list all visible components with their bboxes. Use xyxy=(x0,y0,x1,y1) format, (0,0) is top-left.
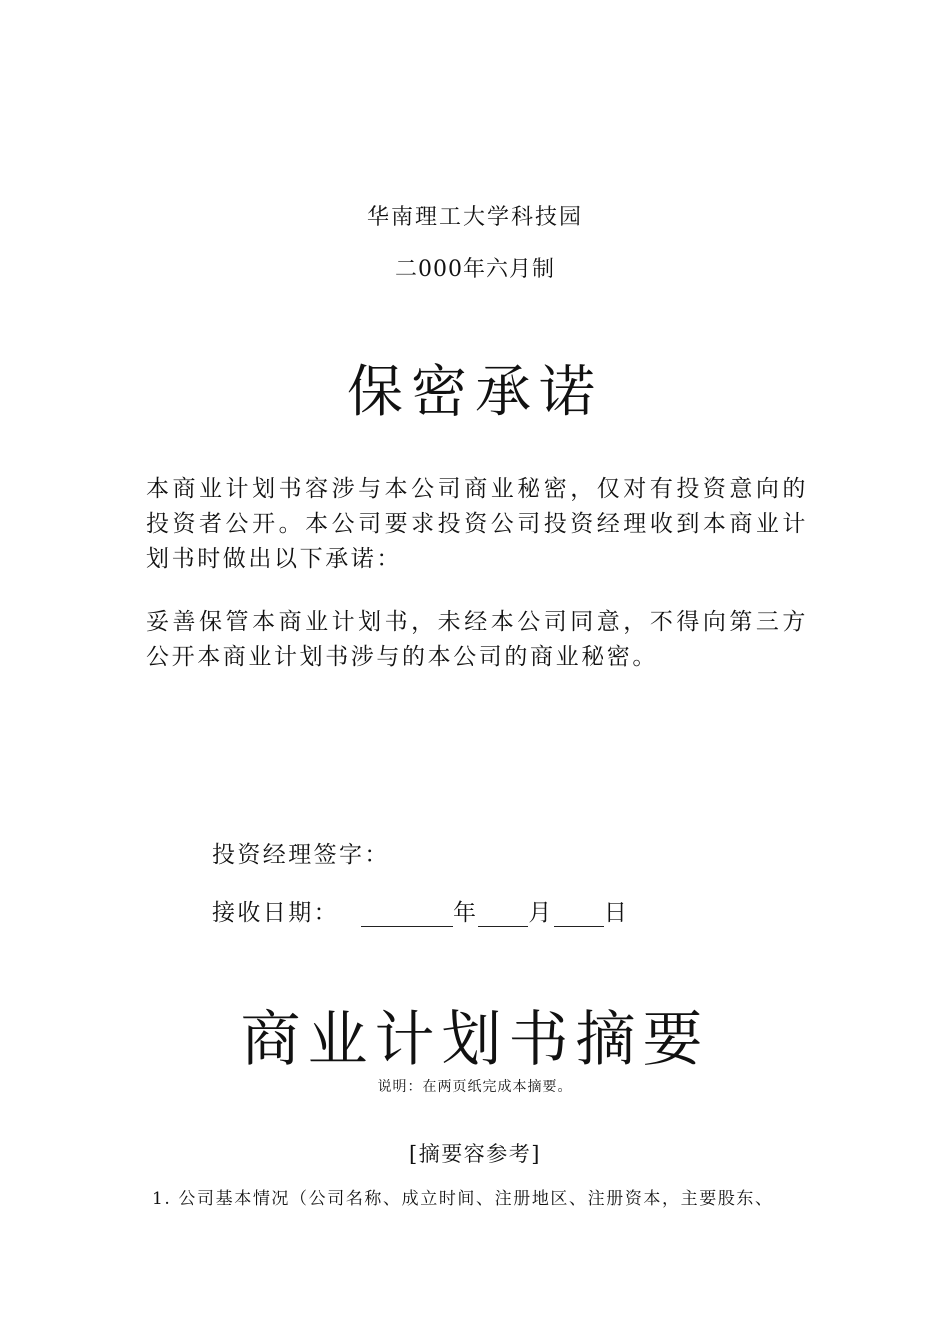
manager-signature-line xyxy=(212,836,390,869)
day-label: 日 xyxy=(603,900,630,926)
receipt-date-label: 接收日期： xyxy=(212,900,339,926)
date-made: 二000年六月制 xyxy=(395,257,555,282)
confidentiality-paragraph-2: 妥善保管本商业计划书，未经本公司同意，不得向第三方公开本商业计划书涉与的本公司的商业秘密。 xyxy=(146,609,808,670)
month-blank xyxy=(478,902,528,927)
year-blank xyxy=(361,902,453,927)
summary-title: 商业计划书摘要 xyxy=(240,1005,710,1075)
confidentiality-title: 保密承诺 xyxy=(347,360,603,425)
organization-name: 华南理工大学科技园 xyxy=(366,205,583,230)
day-blank xyxy=(554,902,604,927)
month-label: 月 xyxy=(528,900,554,926)
receipt-date-line xyxy=(212,894,629,927)
manager-signature-label: 投资经理签字： xyxy=(212,842,390,868)
confidentiality-paragraph-1: 本商业计划书容涉与本公司商业秘密，仅对有投资意向的投资者公开。本公司要求投资公司投资经理收到本商业计划书时做出以下承诺： xyxy=(146,476,808,572)
summary-reference-label: [摘要容参考] xyxy=(409,1142,541,1166)
year-label: 年 xyxy=(453,900,479,926)
summary-note: 说明：在两页纸完成本摘要。 xyxy=(377,1079,573,1095)
summary-item-1: 1. 公司基本情况（公司名称、成立时间、注册地区、注册资本，主要股东、 xyxy=(152,1189,774,1209)
